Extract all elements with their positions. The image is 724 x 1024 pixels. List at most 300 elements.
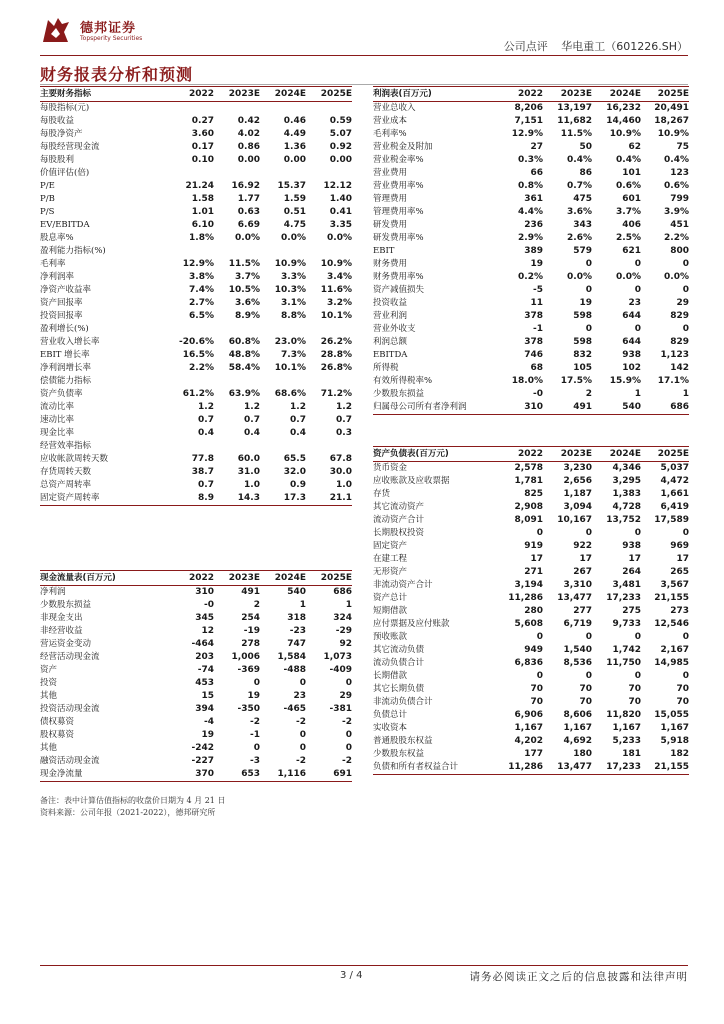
- cell-value: -2: [296, 717, 306, 727]
- cell-value: 12.9%: [511, 129, 543, 139]
- table-row: [373, 462, 689, 476]
- cell-value: 0.4%: [664, 155, 689, 165]
- cell-value: 19: [201, 730, 214, 740]
- cell-value: 2,908: [514, 502, 543, 512]
- cell-value: 644: [622, 337, 641, 347]
- row-label: 营业税金率%: [373, 155, 424, 165]
- cell-value: 26.2%: [320, 337, 352, 347]
- cell-value: [168, 102, 214, 116]
- row-label: 应收账款及应收票据: [373, 476, 450, 486]
- cell-value: 0.10: [191, 155, 214, 165]
- cell-value: 123: [670, 168, 689, 178]
- year-header: 2023E: [214, 87, 260, 102]
- cell-value: [168, 167, 214, 180]
- cell-value: -0: [533, 389, 543, 399]
- cell-value: 1.01: [191, 207, 214, 217]
- row-label: 资产总计: [373, 593, 408, 603]
- year-header: 2024E: [592, 447, 641, 462]
- cell-value: 0.0%: [281, 233, 306, 243]
- cell-value: [168, 323, 214, 336]
- row-label: 非流动负债合计: [373, 697, 433, 707]
- cell-value: 453: [195, 678, 214, 688]
- cell-value: 12.9%: [182, 259, 214, 269]
- cell-value: [260, 440, 306, 453]
- cell-value: [214, 245, 260, 258]
- table-row: [373, 748, 689, 761]
- table-row: [373, 657, 689, 670]
- table-row: [40, 638, 352, 651]
- cell-value: 1,383: [612, 489, 641, 499]
- cell-value: 4,692: [563, 736, 592, 746]
- cell-value: 829: [670, 311, 689, 321]
- cell-value: [260, 102, 306, 116]
- table-row: [40, 336, 352, 349]
- cell-value: 0.0%: [327, 233, 352, 243]
- table-row: [40, 258, 352, 271]
- cell-value: 5,037: [660, 463, 689, 473]
- year-header: 2023E: [543, 447, 592, 462]
- cell-value: 8.8%: [281, 311, 306, 321]
- table-row: [373, 618, 689, 631]
- row-label: 其它长期负债: [373, 684, 425, 694]
- cell-value: 70: [579, 697, 592, 707]
- cell-value: -409: [329, 665, 352, 675]
- cell-value: 278: [241, 639, 260, 649]
- table-row: [40, 154, 352, 167]
- cell-value: 0: [682, 671, 689, 681]
- cell-value: 3,230: [563, 463, 592, 473]
- cell-value: 345: [195, 613, 214, 623]
- cell-value: 70: [628, 697, 641, 707]
- row-label: 所得税: [373, 363, 399, 373]
- cell-value: 11,682: [557, 116, 592, 126]
- table-title: 主要财务指标: [40, 87, 168, 102]
- page-number: 3 / 4: [340, 970, 363, 981]
- cell-value: 938: [622, 541, 641, 551]
- row-label: 存货: [373, 489, 391, 499]
- cell-value: -381: [329, 704, 352, 714]
- table-row: [373, 514, 689, 527]
- cell-value: 12,546: [654, 619, 689, 629]
- cell-value: 6,719: [563, 619, 592, 629]
- cell-value: 0.59: [329, 116, 352, 126]
- cell-value: 0: [585, 324, 592, 334]
- cell-value: 0: [345, 730, 352, 740]
- table-row: [40, 729, 352, 742]
- cell-value: 0: [299, 678, 306, 688]
- row-label: 非现金支出: [40, 613, 83, 623]
- cell-value: 70: [530, 684, 543, 694]
- cell-value: 23.0%: [274, 337, 306, 347]
- table-row: [373, 297, 689, 310]
- year-header: 2022: [497, 447, 543, 462]
- row-label: 货币资金: [373, 463, 408, 473]
- row-label: 应付票据及应付账款: [373, 619, 450, 629]
- cell-value: 0: [682, 528, 689, 538]
- cell-value: 8,091: [514, 515, 543, 525]
- cell-value: 1.2: [198, 402, 214, 412]
- row-label: 实收资本: [373, 723, 408, 733]
- cell-value: -488: [283, 665, 306, 675]
- cell-value: 0.00: [283, 155, 306, 165]
- cell-value: 0: [634, 632, 641, 642]
- table-header-row: [40, 87, 352, 102]
- cell-value: 1,584: [277, 652, 306, 662]
- cell-value: 0.0%: [664, 272, 689, 282]
- cell-value: 77.8: [191, 454, 214, 464]
- table-row: [373, 180, 689, 193]
- cell-value: 17,589: [654, 515, 689, 525]
- cell-value: 0: [682, 324, 689, 334]
- cell-value: 1,781: [514, 476, 543, 486]
- table-row: [373, 401, 689, 415]
- cell-value: 0.7%: [567, 181, 592, 191]
- cell-value: -5: [533, 285, 543, 295]
- cell-value: 0: [634, 259, 641, 269]
- cell-value: 406: [622, 220, 641, 230]
- cell-value: 0: [299, 743, 306, 753]
- cell-value: 11.5%: [560, 129, 592, 139]
- cell-value: 30.0: [329, 467, 352, 477]
- row-label: 管理费用: [373, 194, 408, 204]
- cell-value: 7,151: [514, 116, 543, 126]
- cell-value: 0: [682, 259, 689, 269]
- row-label: 净利润增长率: [40, 363, 92, 373]
- cell-value: 75: [676, 142, 689, 152]
- cell-value: 598: [573, 311, 592, 321]
- cell-value: 21.1: [306, 492, 352, 506]
- table-row: [373, 644, 689, 657]
- cell-value: 1.0: [336, 480, 352, 490]
- cell-value: -19: [243, 626, 260, 636]
- table-row: [40, 362, 352, 375]
- row-label: 股息率%: [40, 233, 74, 243]
- cell-value: -29: [335, 626, 352, 636]
- row-label: 其它流动负债: [373, 645, 425, 655]
- cell-value: 0.4: [198, 428, 214, 438]
- cell-value: 10.1%: [320, 311, 352, 321]
- row-label: 融资活动现金流: [40, 756, 100, 766]
- row-label: 普通股股东权益: [373, 736, 433, 746]
- cell-value: 17.3: [260, 492, 306, 506]
- cell-value: 1,167: [514, 723, 543, 733]
- cell-value: 17.1%: [657, 376, 689, 386]
- row-label: 总资产周转率: [40, 480, 92, 490]
- cell-value: 0: [634, 671, 641, 681]
- table-row: [373, 258, 689, 271]
- cell-value: 264: [622, 567, 641, 577]
- cell-value: 0.00: [237, 155, 260, 165]
- cell-value: 92: [339, 639, 352, 649]
- table-row: [40, 206, 352, 219]
- row-label: EBITDA: [373, 350, 408, 360]
- table-row: [40, 440, 352, 453]
- footer-divider: [40, 965, 688, 966]
- cell-value: 68.6%: [274, 389, 306, 399]
- table-row: [373, 579, 689, 592]
- row-label: 少数股东损益: [40, 600, 92, 610]
- page-title: 财务报表分析和预测: [40, 65, 194, 84]
- cell-value: 0.3%: [518, 155, 543, 165]
- row-label: 长期借款: [373, 671, 408, 681]
- row-label: 经营效率指标: [40, 441, 92, 451]
- title-divider: [40, 84, 688, 85]
- cell-value: 86: [579, 168, 592, 178]
- cell-value: 1.77: [237, 194, 260, 204]
- cell-value: 18.0%: [511, 376, 543, 386]
- company-name: 华电重工（601226.SH）: [561, 40, 688, 53]
- cell-value: -1: [250, 730, 260, 740]
- cell-value: 361: [524, 194, 543, 204]
- row-label: 每股指标(元): [40, 103, 90, 113]
- row-label: 资产回报率: [40, 298, 83, 308]
- row-label: 短期借款: [373, 606, 408, 616]
- cell-value: 21.24: [185, 181, 214, 191]
- report-type: 公司点评: [503, 40, 548, 53]
- table-row: [373, 349, 689, 362]
- row-label: 每股股利: [40, 155, 75, 165]
- cell-value: -350: [237, 704, 260, 714]
- row-label: 净利润率: [40, 272, 75, 282]
- row-label: 研发费用: [373, 220, 408, 230]
- table-row: [40, 492, 352, 506]
- cell-value: 236: [524, 220, 543, 230]
- cell-value: 3,481: [612, 580, 641, 590]
- cell-value: 3.60: [191, 129, 214, 139]
- cell-value: 3.1%: [281, 298, 306, 308]
- table-row: [373, 631, 689, 644]
- row-label: 盈利能力指标(%): [40, 246, 106, 256]
- cell-value: 3.8%: [189, 272, 214, 282]
- cell-value: 2,578: [514, 463, 543, 473]
- cell-value: 4,472: [660, 476, 689, 486]
- cell-value: 10.5%: [228, 285, 260, 295]
- cell-value: 1.40: [329, 194, 352, 204]
- row-label: 现金比率: [40, 428, 75, 438]
- table-row: [40, 716, 352, 729]
- cell-value: 0.3: [336, 428, 352, 438]
- row-label: 预收账款: [373, 632, 408, 642]
- table-row: [373, 219, 689, 232]
- cell-value: 5,608: [514, 619, 543, 629]
- cell-value: [306, 375, 352, 388]
- cell-value: 2.2%: [189, 363, 214, 373]
- cell-value: 621: [622, 246, 641, 256]
- cell-value: 829: [670, 337, 689, 347]
- cell-value: 21,155: [654, 593, 689, 603]
- disclaimer: 请务必阅读正文之后的信息披露和法律声明: [469, 971, 688, 983]
- cell-value: 2.6%: [567, 233, 592, 243]
- row-label: 每股收益: [40, 116, 75, 126]
- cell-value: 17: [676, 554, 689, 564]
- main-indicators-table: [40, 86, 352, 506]
- year-header: 2023E: [543, 87, 592, 102]
- table-row: [373, 193, 689, 206]
- table-row: [40, 310, 352, 323]
- row-label: 负债和所有者权益合计: [373, 761, 497, 775]
- cell-value: 3,194: [514, 580, 543, 590]
- table-row: [40, 453, 352, 466]
- cell-value: 0.0%: [616, 272, 641, 282]
- cell-value: 451: [670, 220, 689, 230]
- cell-value: 280: [524, 606, 543, 616]
- cell-value: 38.7: [191, 467, 214, 477]
- cell-value: [260, 323, 306, 336]
- row-label: 营运资金变动: [40, 639, 92, 649]
- cell-value: 310: [497, 401, 543, 415]
- table-row: [40, 102, 352, 116]
- cell-value: 17: [579, 554, 592, 564]
- cell-value: 12: [201, 626, 214, 636]
- cell-value: 0.6%: [664, 181, 689, 191]
- table-row: [373, 388, 689, 401]
- table-row: [40, 768, 352, 782]
- row-label: P/E: [40, 181, 55, 191]
- cell-value: 0.7: [198, 415, 214, 425]
- cell-value: 11,286: [497, 761, 543, 775]
- row-label: 流动比率: [40, 402, 75, 412]
- cell-value: [214, 167, 260, 180]
- row-label: 速动比率: [40, 415, 75, 425]
- cell-value: 6.5%: [189, 311, 214, 321]
- cell-value: 28.8%: [320, 350, 352, 360]
- cell-value: 653: [214, 768, 260, 782]
- table-row: [373, 605, 689, 618]
- cell-value: 0.7: [290, 415, 306, 425]
- cell-value: -242: [191, 743, 214, 753]
- row-label: 投资收益: [373, 298, 408, 308]
- row-label: 债权募资: [40, 717, 75, 727]
- table-row: [40, 349, 352, 362]
- cell-value: 686: [333, 587, 352, 597]
- cell-value: 2.2%: [664, 233, 689, 243]
- cell-value: 3.9%: [664, 207, 689, 217]
- row-label: 每股经营现金流: [40, 142, 100, 152]
- cell-value: 370: [168, 768, 214, 782]
- income-statement-table: [373, 86, 689, 415]
- table-row: [40, 284, 352, 297]
- cell-value: 10.9%: [274, 259, 306, 269]
- cell-value: 389: [524, 246, 543, 256]
- cell-value: 1,167: [563, 723, 592, 733]
- cell-value: [260, 245, 306, 258]
- row-label: 少数股东权益: [373, 749, 425, 759]
- row-label: 归属母公司所有者净利润: [373, 401, 497, 415]
- cell-value: 800: [670, 246, 689, 256]
- cell-value: 17: [530, 554, 543, 564]
- table-row: [40, 232, 352, 245]
- cell-value: 3.2%: [327, 298, 352, 308]
- table-row: [40, 388, 352, 401]
- row-label: 营业费用率%: [373, 181, 424, 191]
- table-row: [373, 696, 689, 709]
- cell-value: 5,918: [660, 736, 689, 746]
- cell-value: 969: [670, 541, 689, 551]
- cell-value: 0.0%: [567, 272, 592, 282]
- table-row: [40, 664, 352, 677]
- cell-value: 13,752: [606, 515, 641, 525]
- row-label: 固定资产: [373, 541, 408, 551]
- cell-value: 15.37: [277, 181, 306, 191]
- cell-value: 70: [628, 684, 641, 694]
- row-label: 长期股权投资: [373, 528, 425, 538]
- table-header-row: [373, 87, 689, 102]
- cell-value: 0: [634, 528, 641, 538]
- cell-value: 1,123: [660, 350, 689, 360]
- cell-value: [306, 245, 352, 258]
- cell-value: 0.51: [283, 207, 306, 217]
- cell-value: 177: [524, 749, 543, 759]
- cell-value: 7.4%: [189, 285, 214, 295]
- cell-value: [168, 245, 214, 258]
- cell-value: 67.8: [329, 454, 352, 464]
- table-row: [40, 651, 352, 664]
- cell-value: 1,006: [231, 652, 260, 662]
- row-label: 管理费用率%: [373, 207, 424, 217]
- cell-value: 19: [247, 691, 260, 701]
- cell-value: 3.3%: [281, 272, 306, 282]
- cell-value: 14,460: [606, 116, 641, 126]
- row-label: EBIT 增长率: [40, 350, 90, 360]
- cell-value: 686: [641, 401, 689, 415]
- row-label: 投资活动现金流: [40, 704, 100, 714]
- row-label: 现金净流量: [40, 768, 168, 782]
- cell-value: 1,073: [323, 652, 352, 662]
- cell-value: 101: [622, 168, 641, 178]
- cell-value: 142: [670, 363, 689, 373]
- cell-value: 60.0: [237, 454, 260, 464]
- data-source: 资料来源：公司年报（2021-2022），德邦研究所: [40, 808, 216, 817]
- cell-value: 540: [287, 587, 306, 597]
- brand-logo-icon: [40, 14, 72, 46]
- brand-logo: [40, 14, 180, 50]
- row-label: 投资: [40, 678, 58, 688]
- cell-value: 491: [241, 587, 260, 597]
- cell-value: 11.6%: [320, 285, 352, 295]
- row-label: 营业利润: [373, 311, 408, 321]
- cell-value: 0: [585, 259, 592, 269]
- cell-value: 3.4%: [327, 272, 352, 282]
- cell-value: 10.9%: [657, 129, 689, 139]
- cell-value: 13,477: [557, 593, 592, 603]
- cell-value: 3.35: [329, 220, 352, 230]
- cell-value: 832: [573, 350, 592, 360]
- cell-value: 6,906: [514, 710, 543, 720]
- table-row: [40, 466, 352, 479]
- cell-value: 0.6%: [616, 181, 641, 191]
- row-label: 无形资产: [373, 567, 408, 577]
- row-label: 营业收入增长率: [40, 337, 100, 347]
- cell-value: 0.7: [198, 480, 214, 490]
- cell-value: 10.1%: [274, 363, 306, 373]
- cell-value: -2: [296, 756, 306, 766]
- year-header: 2023E: [214, 571, 260, 586]
- year-header: 2022: [168, 87, 214, 102]
- year-header: 2024E: [592, 87, 641, 102]
- row-label: 营业成本: [373, 116, 408, 126]
- cell-value: 0.42: [237, 116, 260, 126]
- cell-value: -0: [204, 600, 214, 610]
- table-row: [40, 115, 352, 128]
- cell-value: 11.5%: [228, 259, 260, 269]
- cell-value: 12.12: [323, 181, 352, 191]
- cell-value: 21,155: [641, 761, 689, 775]
- row-label: 应收帐款周转天数: [40, 454, 109, 464]
- cell-value: 13,197: [557, 103, 592, 113]
- row-label: 研发费用率%: [373, 233, 424, 243]
- table-row: [373, 475, 689, 488]
- row-label: 非流动资产合计: [373, 580, 433, 590]
